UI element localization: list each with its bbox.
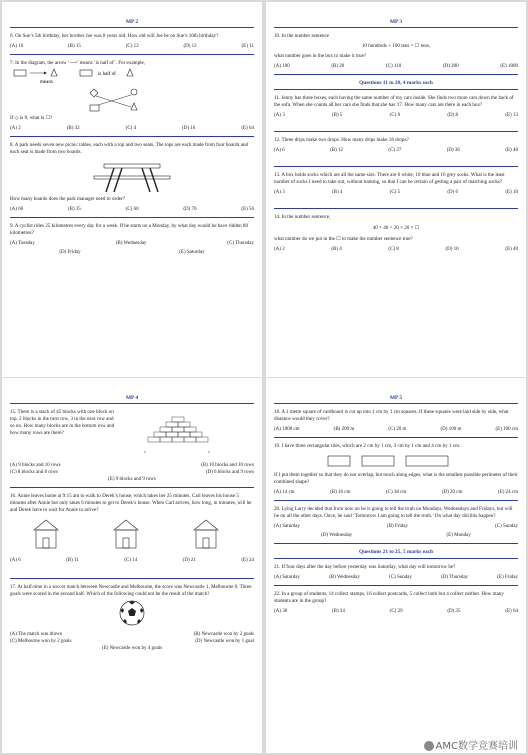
option-d[interactable]: (D) 6 blocks and 9 rows [205, 470, 254, 475]
option-c[interactable]: (C) Thursday [227, 241, 254, 246]
tiles-diagram [274, 450, 518, 472]
option-e[interactable]: (E) Friday [497, 575, 518, 580]
option-b[interactable]: (B) 35 [67, 207, 81, 212]
question-text: 21. If four days after the day before yesterday was Saturday, what day will tomorrow be? [274, 564, 456, 570]
question-12 [266, 137, 526, 154]
answer-options [10, 557, 254, 564]
option-b[interactable]: (B) 200 m [333, 427, 355, 432]
house-icon [194, 520, 218, 548]
answer-options [274, 112, 518, 119]
option-a[interactable]: (A) Saturday [274, 575, 300, 580]
option-a[interactable]: (A) 66 [10, 207, 24, 212]
question-text: 20. Lying Larry decided that from now on he is going to tell the truth on Mondays, Wednesdays and Fridays, but will lie on all the other days. Once, he said ‘Tomorrow I am going to tell the truth.’ On what day did this happen? [274, 506, 513, 519]
question-tail: If ◇ is 8, what is ☐? [10, 115, 53, 121]
option-c[interactable]: (C) 110 [386, 64, 402, 69]
question-text: 7. In the diagram, the arrow ‘⟶’ means ‘is half of’. For example, [10, 60, 146, 66]
page-mp4 [2, 378, 262, 753]
option-c[interactable]: (C) 60 [125, 207, 139, 212]
option-a[interactable]: (A) 3 [274, 113, 285, 118]
option-b[interactable]: (B) 34 [331, 609, 345, 614]
question-prompt: what number do we put in the ☐ to make the number sentence true? [274, 236, 413, 242]
option-e[interactable]: (E) 1000 [500, 64, 518, 69]
option-c[interactable]: (C) 27 [388, 148, 402, 153]
option-e[interactable]: (E) 13 [505, 113, 518, 118]
option-d[interactable]: (D) 100 m [440, 427, 462, 432]
option-e[interactable]: (E) 100 cm [495, 427, 518, 432]
option-b[interactable]: (B) 10 blocks and 10 rows [201, 463, 254, 468]
option-e[interactable]: (E) Saturday [179, 250, 205, 255]
page-header: MP 4 [125, 395, 139, 401]
question-text: 16. Annie leaves home at 9:15 am to walk to Derek’s house, which takes her 25 minutes. Carl leaves his house 5 minutes after Annie but only takes 6 minutes to get to Derek’s house. When Carl arrives, how long, in minutes, will he and Derek have to wait for Annie to arrive? [10, 493, 252, 513]
option-e[interactable]: (E) 11 [241, 44, 254, 49]
number-sentence: 10 hundreds + 100 tens = ☐ tens, [361, 43, 431, 49]
option-a[interactable]: (A) 14 cm [274, 490, 295, 495]
option-c[interactable]: (C) 29 [389, 609, 403, 614]
option-e[interactable]: (E) 64 [241, 126, 254, 131]
option-a[interactable]: (A) 100 [274, 64, 290, 69]
option-b[interactable]: (B) 4 [331, 247, 342, 252]
question-text: 14. In the number sentence, [274, 214, 331, 220]
option-e[interactable]: (E) 9 blocks and 9 rows [108, 477, 156, 482]
option-a[interactable]: (A) Tuesday [10, 241, 35, 246]
option-b[interactable]: (B) Friday [387, 524, 409, 529]
option-c[interactable]: (C) 8 blocks and 8 rows [10, 470, 58, 475]
house-icon [34, 520, 58, 548]
answer-options [274, 147, 518, 154]
page-header: MP 2 [125, 19, 139, 25]
answer-options-row2 [10, 249, 254, 256]
answer-options [274, 189, 518, 196]
question-text: 11. Jenny has three boxes, each having the same number of toy cars inside. She finds two more cars down the back of the sofa. When she counts all her cars she finds that she has 17. How many cars are there in each box? [274, 95, 514, 108]
question-14 [266, 214, 526, 253]
question-text: 22. In a group of students, 14 collect stamps, 16 collect postcards, 5 collect both but 4 collect neither. How many students are in the group? [274, 591, 504, 604]
question-7 [2, 60, 262, 132]
question-10 [266, 33, 526, 70]
question-text: 6. On Sue’s 5th birthday, her brother Joe was 8 years old. How old will Joe be on Sue’s 10th birthday? [10, 33, 219, 39]
option-e[interactable]: (E) Monday [446, 533, 471, 538]
option-d[interactable]: (D) Thursday [441, 575, 469, 580]
question-text: 19. I have three rectangular tiles, which are 2 cm by 1 cm, 3 cm by 1 cm and 4 cm by 1 cm. [274, 443, 461, 449]
answer-options [274, 574, 518, 581]
means-label: means [40, 80, 53, 85]
option-d[interactable]: (D) 20 cm [441, 490, 463, 495]
option-a[interactable]: (A) 3 [274, 190, 285, 195]
option-c[interactable]: (C) 8 [388, 247, 399, 252]
option-d[interactable]: (D) 6 [447, 190, 459, 195]
option-b[interactable]: (B) Newcastle won by 2 goals [193, 632, 254, 637]
block-stack-diagram [115, 409, 245, 459]
option-d[interactable]: (D) 8 [447, 113, 459, 118]
option-c[interactable]: (C) 20 m [388, 427, 407, 432]
answer-options [274, 246, 518, 253]
option-a[interactable]: (A) The match was drawn [10, 632, 63, 637]
page-mp2 [2, 2, 262, 377]
picnic-table-icon [10, 156, 254, 196]
option-b[interactable]: (B) 20 [331, 64, 345, 69]
answer-options-row2 [10, 638, 254, 645]
option-a[interactable]: (A) 30 [274, 609, 288, 614]
question-18 [266, 409, 526, 433]
option-d[interactable]: (D) Newcastle won by 1 goal [195, 639, 254, 644]
option-d[interactable]: (D) 36 [446, 148, 460, 153]
question-prompt: How many boards does the park manager need to order? [10, 196, 125, 202]
house-icon [114, 520, 138, 548]
option-d[interactable]: (D) 16 [182, 126, 196, 131]
option-a[interactable]: (A) Saturday [274, 524, 300, 529]
option-d[interactable]: (D) 35 [447, 609, 461, 614]
option-c[interactable]: (C) 13 [125, 44, 139, 49]
question-text: 12. Three drips make two drops. How many drips make 18 drops? [274, 137, 409, 143]
option-c[interactable]: (C) 14 [124, 558, 138, 563]
answer-options [10, 462, 254, 469]
question-8 [2, 142, 262, 213]
option-e[interactable]: (E) 24 [241, 558, 254, 563]
option-a[interactable]: (A) 1000 cm [274, 427, 300, 432]
answer-options [10, 631, 254, 638]
option-a[interactable]: (A) 2 [10, 126, 21, 131]
option-a[interactable]: (A) 2 [274, 247, 285, 252]
question-13 [266, 172, 526, 196]
question-prompt: If I put them together so that they do not overlap, but touch along edges, what is the smallest possible perimeter of their combined shape? [274, 472, 518, 485]
page-mp5 [266, 378, 526, 753]
option-e[interactable]: (E) 10 [505, 190, 518, 195]
option-b[interactable]: (B) 11 [66, 558, 79, 563]
question-22 [266, 591, 526, 615]
answer-options [274, 489, 518, 496]
watermark [422, 737, 520, 752]
question-20 [266, 506, 526, 539]
option-b[interactable]: (B) 5 [331, 113, 343, 118]
option-e[interactable]: (E) 40 [505, 247, 518, 252]
arrow-example-diagram [10, 67, 254, 115]
question-text: 15. There is a stack of 45 blocks with one block on top, 2 blocks in the next row, 3 in the next row and so on. How many blocks are in the bottom row and how many rows are there? [10, 409, 115, 436]
option-c[interactable]: (C) Sunday [389, 575, 412, 580]
option-a[interactable]: (A) 16 [10, 44, 24, 49]
option-c[interactable]: (C) 4 [125, 126, 137, 131]
answer-options-row3 [10, 645, 254, 652]
question-prompt: what number goes in the box to make it true? [274, 53, 367, 59]
answer-options-row2 [10, 469, 254, 476]
option-c[interactable]: (C) 6 [389, 113, 401, 118]
option-c[interactable]: (C) Melbourne won by 2 goals [10, 639, 72, 644]
houses-diagram [10, 514, 254, 554]
answer-options [274, 608, 518, 615]
answer-options [10, 240, 254, 247]
answer-options [10, 206, 254, 213]
question-text: 17. At half-time in a soccer match between Newcastle and Melbourne, the score was Newcastle 1, Melbourne 0. Three goals were scored in the second half. Which of the following could not be the result of the match? [10, 584, 252, 597]
question-17 [2, 584, 262, 652]
question-text: 13. A box holds socks which are all the same size. There are 6 white, 10 blue and 16 grey socks. What is the least number of socks I need to take out, without looking, so that I can be certain of getting a pair of matching socks? [274, 172, 505, 185]
option-c[interactable]: (C) 5 [389, 190, 401, 195]
answer-options [274, 63, 518, 70]
question-11 [266, 95, 526, 119]
page-mp3 [266, 2, 526, 377]
question-text: 18. A 1 metre square of cardboard is cut up into 1 cm by 1 cm squares. If these squares were laid side by side, what distance would they cover? [274, 409, 509, 422]
answer-options [10, 43, 254, 50]
answer-options [274, 523, 518, 530]
option-e[interactable]: (E) 24 cm [498, 490, 518, 495]
half-label: is half of [98, 72, 116, 77]
option-b[interactable]: (B) 16 cm [330, 490, 351, 495]
option-b[interactable]: (B) 4 [331, 190, 343, 195]
option-b[interactable]: (B) Wednesday [115, 241, 147, 246]
number-sentence: 40 × 40 = 20 × 20 × ☐ [372, 225, 420, 231]
option-d[interactable]: (D) 200 [442, 64, 459, 69]
option-d[interactable]: (D) Wednesday [321, 533, 353, 538]
question-15 [2, 409, 262, 483]
question-21 [266, 564, 526, 581]
option-b[interactable]: (B) Wednesday [329, 575, 360, 580]
answer-options-row2 [274, 532, 518, 539]
option-c[interactable]: (C) Sunday [495, 524, 518, 529]
option-e[interactable]: (E) 64 [505, 609, 518, 614]
answer-options [274, 426, 518, 433]
wechat-icon [424, 741, 434, 751]
option-b[interactable]: (B) 15 [68, 44, 81, 49]
page-header: MP 3 [389, 19, 403, 25]
watermark-text: AMC数学竞赛培训 [435, 741, 518, 752]
section-heading: Questions 21 to 25, 5 marks each [358, 549, 433, 555]
question-16 [2, 493, 262, 564]
option-d[interactable]: (D) Friday [59, 250, 81, 255]
option-d[interactable]: (D) 70 [183, 207, 197, 212]
option-a[interactable]: (A) 6 [274, 148, 285, 153]
option-e[interactable]: (E) 56 [241, 207, 254, 212]
question-text: 8. A park needs seven new picnic tables, each with a top and two seats. The tops are each made from four boards and each seat is made from two boards. [10, 142, 249, 155]
page-header: MP 5 [389, 395, 403, 401]
option-d[interactable]: (D) 12 [183, 44, 197, 49]
soccer-ball-icon [10, 598, 254, 628]
answer-options-row3 [10, 476, 254, 483]
option-a[interactable]: (A) 6 [10, 558, 21, 563]
answer-options [10, 125, 254, 132]
option-d[interactable]: (D) 21 [182, 558, 196, 563]
question-9 [2, 223, 262, 256]
question-text: 9. A cyclist rides 25 kilometres every day for a week. If he starts on a Monday, by what day would he have ridden 80 kilometres? [10, 223, 249, 236]
option-a[interactable]: (A) 9 blocks and 10 rows [10, 463, 61, 468]
question-19 [266, 443, 526, 496]
option-b[interactable]: (B) 32 [66, 126, 80, 131]
section-heading: Questions 11 to 20, 4 marks each [359, 80, 433, 86]
option-c[interactable]: (C) 18 cm [386, 490, 407, 495]
option-e[interactable]: (E) Newcastle won by 4 goals [101, 646, 163, 651]
question-text: 10. In the number sentence [274, 33, 330, 39]
question-6 [2, 33, 262, 50]
option-d[interactable]: (D) 16 [445, 247, 459, 252]
option-e[interactable]: (E) 48 [505, 148, 518, 153]
option-b[interactable]: (B) 12 [330, 148, 344, 153]
